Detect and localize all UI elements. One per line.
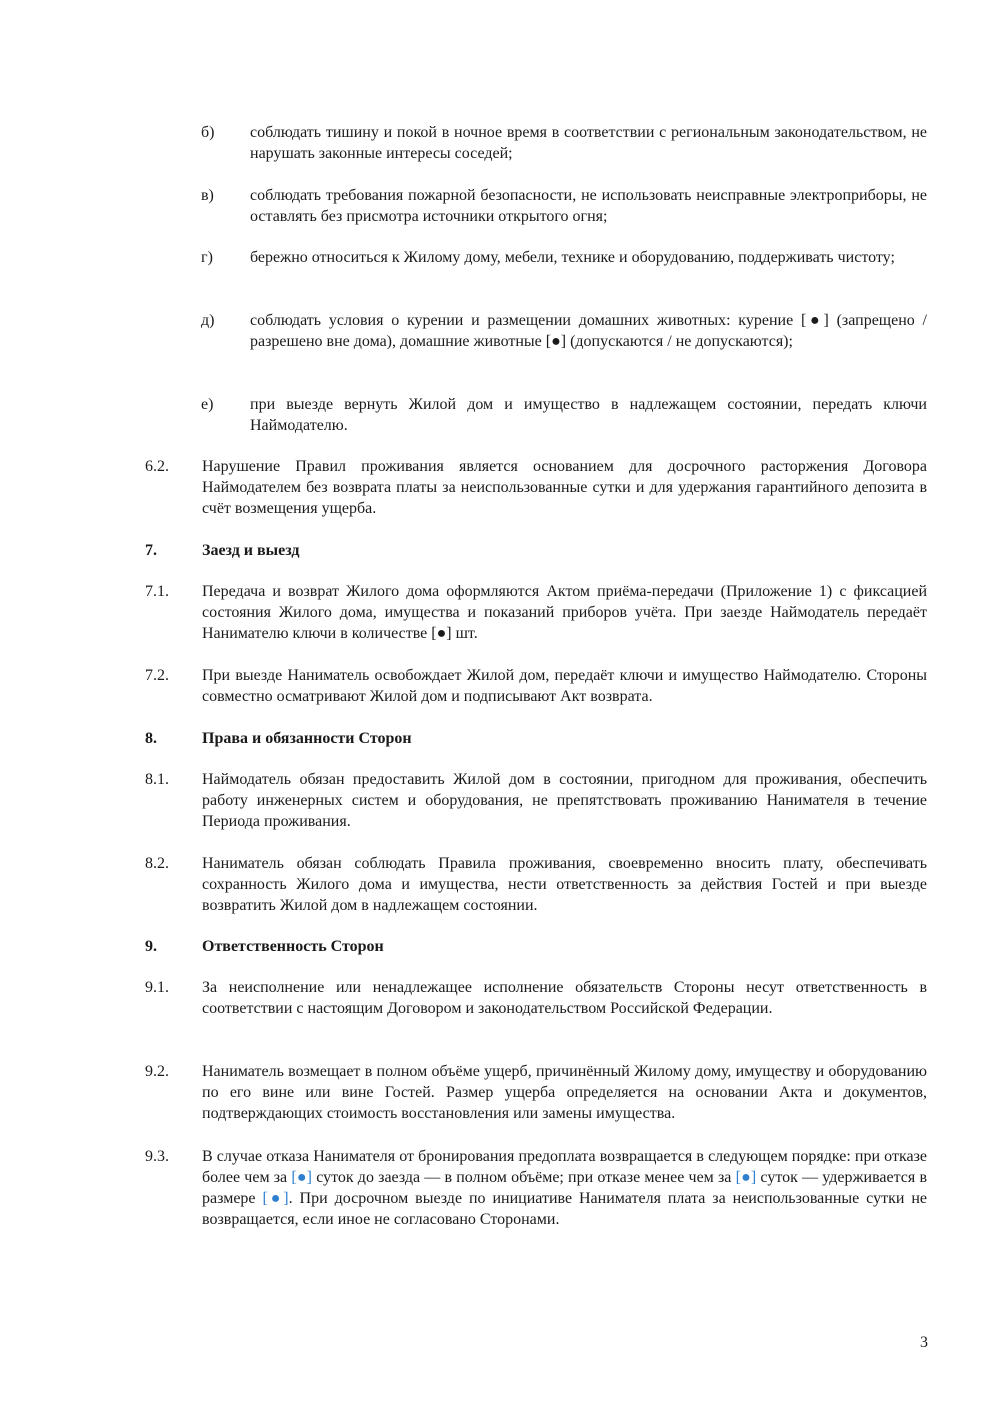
clause-text: Передача и возврат Жилого дома оформляются Актом приёма-передачи (Приложение 1) с фиксацией состояния Жилого дома, имущества и показаний приборов учёта. При заезде Наймодатель передаёт Нанимателю ключи в количестве [●] шт.: [202, 583, 927, 642]
clause-6-2: [145, 456, 927, 519]
list-marker: в): [201, 187, 214, 204]
list-item-text: при выезде вернуть Жилой дом и имущество в надлежащем состоянии, передать ключи Наймодателю.: [250, 396, 927, 434]
page-number: 3: [920, 1334, 928, 1351]
list-marker: е): [201, 396, 214, 413]
list-item: [201, 247, 927, 268]
clause-text-part: суток до заезда — в полном объёме; при отказе менее чем за: [312, 1169, 736, 1186]
section-title: Права и обязанности Сторон: [202, 730, 412, 747]
clause-9-3: [145, 1146, 927, 1230]
section-heading-8: [145, 728, 927, 749]
section-heading-7: [145, 540, 927, 561]
section-number: 7.: [145, 542, 157, 559]
clause-text: За неисполнение или ненадлежащее исполнение обязательств Стороны несут ответственность в соответствии с настоящим Договором и законодательством Российской Федерации.: [202, 979, 927, 1017]
section-heading-9: [145, 936, 927, 957]
clause-number: 9.1.: [145, 979, 169, 996]
clause-8-2: [145, 853, 927, 916]
clause-text: Наниматель обязан соблюдать Правила проживания, своевременно вносить плату, обеспечивать сохранность Жилого дома и имущества, нести ответственность за действия Гостей и при выезде возвратить Жилой дом в надлежащем состоянии.: [202, 855, 927, 914]
list-marker: б): [201, 124, 215, 141]
clause-text-part: В случае отказа Нанимателя от бронирования предоплата возвращается в следующем порядке: при отказе более чем за: [202, 1148, 927, 1186]
placeholder-field[interactable]: [●]: [735, 1169, 757, 1186]
list-marker: д): [201, 312, 215, 329]
list-item-text: бережно относиться к Жилому дому, мебели, технике и оборудованию, поддерживать чистоту;: [250, 249, 895, 266]
clause-number: 8.2.: [145, 855, 169, 872]
section-title: Ответственность Сторон: [202, 938, 384, 955]
clause-number: 7.2.: [145, 667, 169, 684]
clause-text-part: суток — удерживается в размере: [202, 1169, 927, 1207]
section-number: 8.: [145, 730, 157, 747]
clause-text: Нарушение Правил проживания является основанием для досрочного расторжения Договора Наймодателем без возврата платы за неиспользованные сутки и для удержания гарантийного депозита в счёт возмещения ущерба.: [202, 458, 927, 517]
clause-9-1: [145, 977, 927, 1019]
clause-8-1: [145, 769, 927, 832]
clause-7-2: [145, 665, 927, 707]
list-item: [201, 122, 927, 164]
clause-7-1: [145, 581, 927, 644]
list-item: [201, 394, 927, 436]
list-marker: г): [201, 249, 213, 266]
clause-text: Наймодатель обязан предоставить Жилой дом в состоянии, пригодном для проживания, обеспечить работу инженерных систем и оборудования, не препятствовать проживанию Нанимателя в течение Периода проживания.: [202, 771, 927, 830]
clause-number: 9.2.: [145, 1063, 169, 1080]
section-number: 9.: [145, 938, 157, 955]
clause-text-part: . При досрочном выезде по инициативе Нанимателя плата за неиспользованные сутки не возвращается, если иное не согласовано Сторонами.: [202, 1190, 927, 1228]
clause-number: 7.1.: [145, 583, 169, 600]
clause-text: [202, 1146, 927, 1230]
clause-9-2: [145, 1061, 927, 1124]
section-title: Заезд и выезд: [202, 542, 300, 559]
clause-text: При выезде Наниматель освобождает Жилой дом, передаёт ключи и имущество Наймодателю. Стороны совместно осматривают Жилой дом и подписывают Акт возврата.: [202, 667, 927, 705]
clause-number: 9.3.: [145, 1148, 169, 1165]
list-item-text: соблюдать тишину и покой в ночное время в соответствии с региональным законодательством, не нарушать законные интересы соседей;: [250, 124, 927, 162]
list-item: [201, 310, 927, 352]
placeholder-field[interactable]: [●]: [262, 1190, 289, 1207]
clause-text: Наниматель возмещает в полном объёме ущерб, причинённый Жилому дому, имуществу и оборудованию по его вине или вине Гостей. Размер ущерба определяется на основании Акта и документов, подтверждающих стоимость восстановления или замены имущества.: [202, 1063, 927, 1122]
list-item-text: соблюдать условия о курении и размещении домашних животных: курение [●] (запрещено / разрешено вне дома), домашние животные [●] (допускаются / не допускаются);: [250, 312, 927, 350]
placeholder-field[interactable]: [●]: [291, 1169, 313, 1186]
clause-number: 8.1.: [145, 771, 169, 788]
list-item-text: соблюдать требования пожарной безопасности, не использовать неисправные электроприборы, не оставлять без присмотра источники открытого огня;: [250, 187, 927, 225]
clause-number: 6.2.: [145, 458, 169, 475]
list-item: [201, 185, 927, 227]
